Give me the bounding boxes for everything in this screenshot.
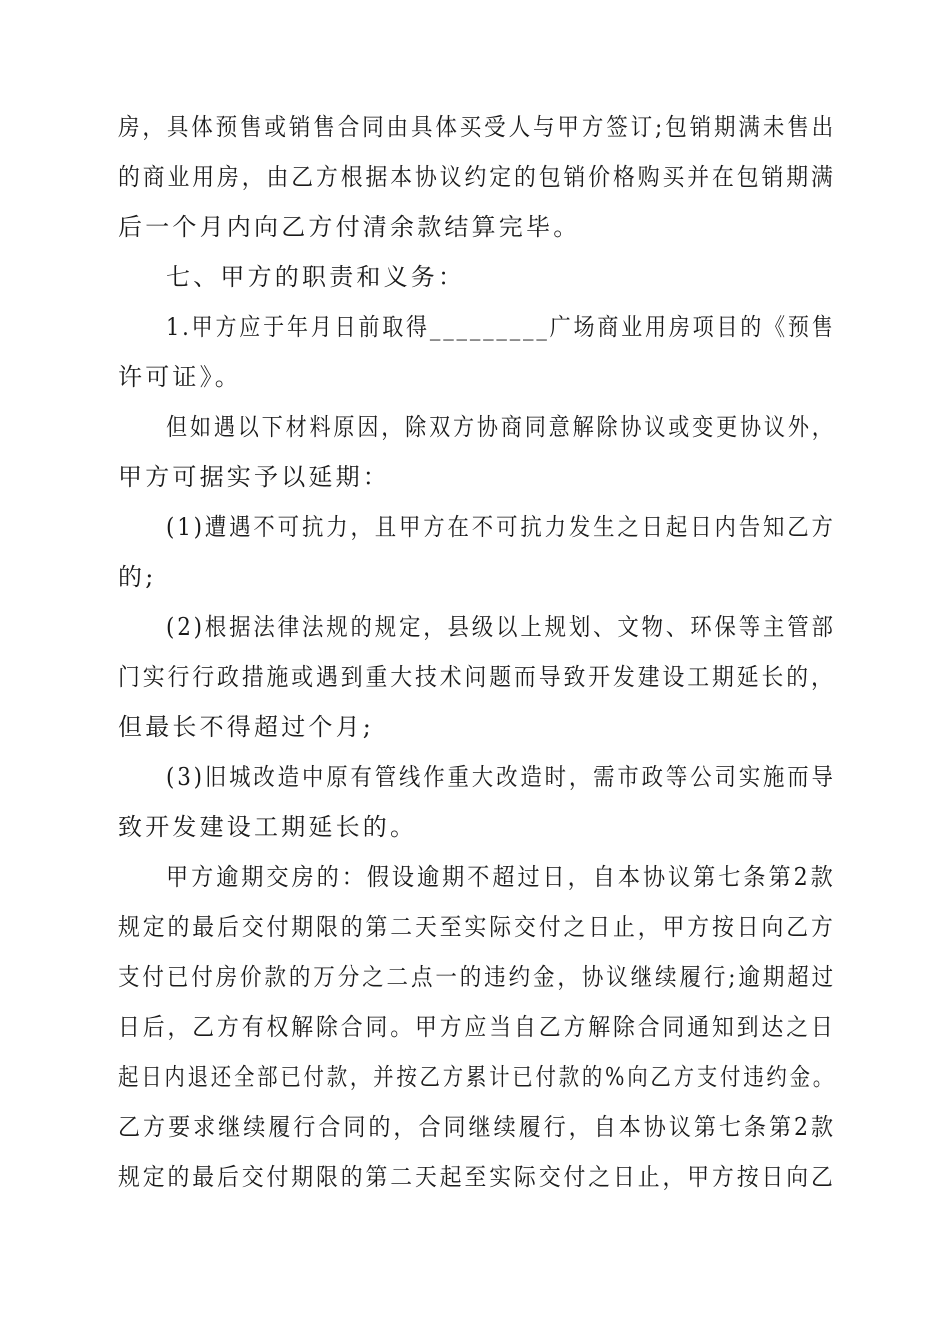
list-item-line: (2)根据法律法规的规定，县级以上规划、文物、环保等主管部 bbox=[166, 613, 836, 641]
paragraph-line: 房，具体预售或销售合同由具体买受人与甲方签订;包销期满未售出 bbox=[118, 113, 837, 141]
paragraph-line: 1.甲方应于年月日前取得_________广场商业用房项目的《预售 bbox=[166, 313, 836, 341]
paragraph-line: 支付已付房价款的万分之二点一的违约金，协议继续履行;逾期超过 bbox=[118, 963, 837, 991]
paragraph-line: 的商业用房，由乙方根据本协议约定的包销价格购买并在包销期满 bbox=[118, 163, 836, 191]
paragraph-line: 起日内退还全部已付款，并按乙方累计已付款的%向乙方支付违约金。 bbox=[118, 1063, 836, 1091]
list-item-line: 的; bbox=[118, 563, 157, 591]
paragraph-line: 但如遇以下材料原因，除双方协商同意解除协议或变更协议外， bbox=[166, 413, 836, 441]
paragraph-line: 许可证》。 bbox=[118, 363, 242, 391]
list-item-line: 门实行行政措施或遇到重大技术问题而导致开发建设工期延长的， bbox=[118, 663, 836, 691]
section-heading: 七、甲方的职责和义务： bbox=[166, 263, 466, 291]
list-item-line: 但最长不得超过个月; bbox=[118, 713, 375, 741]
paragraph-line: 后一个月内向乙方付清余款结算完毕。 bbox=[118, 213, 581, 241]
paragraph-line: 甲方可据实予以延期： bbox=[118, 463, 390, 491]
list-item-line: (3)旧城改造中原有管线作重大改造时，需市政等公司实施而导 bbox=[166, 763, 836, 791]
paragraph-line: 乙方要求继续履行合同的，合同继续履行，自本协议第七条第2款 bbox=[118, 1113, 837, 1141]
paragraph-line: 甲方逾期交房的：假设逾期不超过日，自本协议第七条第2款 bbox=[166, 863, 836, 891]
paragraph-line: 日后，乙方有权解除合同。甲方应当自乙方解除合同通知到达之日 bbox=[118, 1013, 836, 1041]
paragraph-line: 规定的最后交付期限的第二天至实际交付之日止，甲方按日向乙方 bbox=[118, 913, 836, 941]
list-item-line: (1)遭遇不可抗力，且甲方在不可抗力发生之日起日内告知乙方 bbox=[166, 513, 836, 541]
paragraph-line: 规定的最后交付期限的第二天起至实际交付之日止，甲方按日向乙 bbox=[118, 1163, 836, 1191]
list-item-line: 致开发建设工期延长的。 bbox=[118, 813, 418, 841]
